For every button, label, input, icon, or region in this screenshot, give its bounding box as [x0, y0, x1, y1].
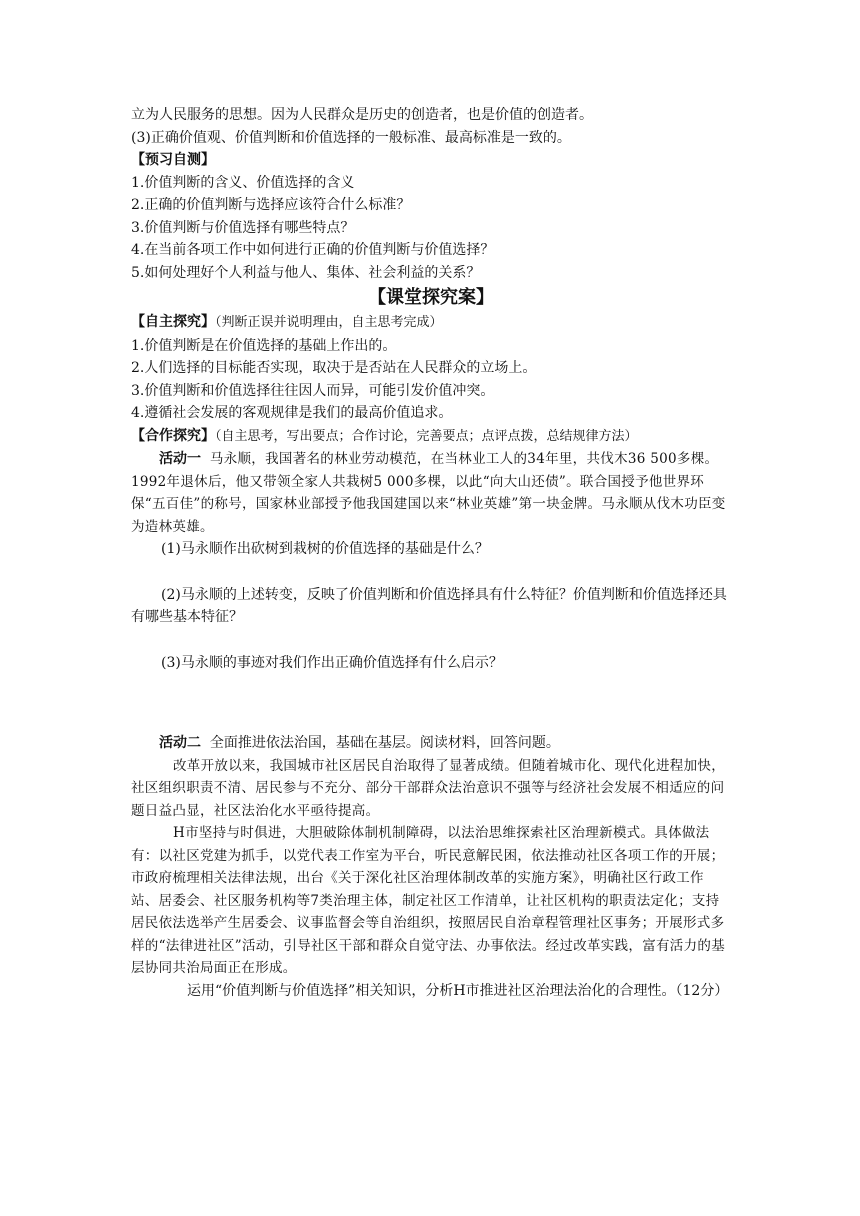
- activity2-intro-line: [131, 732, 731, 755]
- coop-explore-note: （自主思考，写出要点；合作讨论，完善要点；点评点拨，总结规律方法）: [215, 428, 638, 444]
- activity1-question-1: (1)马永顺作出砍树到栽树的价值选择的基础是什么？: [161, 541, 489, 557]
- classroom-title: 【课堂探究案】: [368, 287, 494, 308]
- self-explore-heading: 【自主探究】: [131, 314, 215, 330]
- self-explore-item: 2.人们选择的目标能否实现，取决于是否站在人民群众的立场上。: [131, 360, 537, 376]
- activity2-question: 运用“价值判断与价值选择”相关知识，分析H市推进社区治理法治化的合理性。（12分）: [187, 982, 729, 999]
- activity1-question-2: (2)马永顺的上述转变，反映了价值判断和价值选择具有什么特征？价值判断和价值选择还具有哪些基本特征？: [131, 586, 727, 625]
- answer-space: [131, 629, 731, 652]
- document-content: [131, 104, 731, 1002]
- self-explore-heading-line: [131, 311, 731, 335]
- preview-item: 4.在当前各项工作中如何进行正确的价值判断与价值选择？: [131, 242, 495, 258]
- coop-explore-heading-line: [131, 425, 731, 449]
- coop-explore-heading: 【合作探究】: [131, 427, 215, 444]
- activity2-label: 活动二: [159, 735, 201, 751]
- preview-item: 1.价值判断的含义、价值选择的含义: [131, 174, 355, 191]
- self-explore-item: 1.价值判断是在价值选择的基础上作出的。: [131, 337, 397, 354]
- answer-space: [131, 561, 731, 584]
- activity2-intro: 全面推进依法治国，基础在基层。阅读材料，回答问题。: [209, 735, 560, 751]
- activity2-material-paragraph-2: H市坚持与时俱进，大胆破除体制机制障碍，以法治思维探索社区治理新模式。具体做法有：以社区党建为抓手，以党代表工作室为平台，听民意解民困，依法推动社区各项工作的开展；市政府梳理相关法律法规，出台《关于深化社区治理体制改革的实施方案》，明确社区行政工作站、居委会、社区服务机构等7类治理主体，制定社区工作清单，让社区机构的职责法定化；支持居民依法选举产生居委会、议事监督会等自治组织，按照居民自治章程管理社区事务；开展形式多样的“法律进社区”活动，引导社区干部和群众自觉守法、办事依法。经过改革实践，富有活力的基层协同共治局面正在形成。: [131, 825, 726, 976]
- self-explore-note: （判断正误并说明理由，自主思考完成）: [215, 315, 443, 330]
- preview-item: 3.价值判断与价值选择有哪些特点？: [131, 219, 355, 236]
- preview-heading: 【预习自测】: [131, 152, 215, 168]
- activity1-label: 活动一: [159, 451, 201, 467]
- self-explore-item: 4.遵循社会发展的客观规律是我们的最高价值追求。: [131, 405, 453, 421]
- self-explore-item: 3.价值判断和价值选择往往因人而异，可能引发价值冲突。: [131, 382, 495, 399]
- answer-space: [131, 674, 731, 732]
- activity1-question-3: (3)马永顺的事迹对我们作出正确价值选择有什么启示？: [161, 654, 503, 671]
- activity1-paragraph: [131, 448, 731, 538]
- intro-line-2: (3)正确价值观、价值判断和价值选择的一般标准、最高标准是一致的。: [131, 129, 571, 146]
- activity2-material-paragraph-1: 改革开放以来，我国城市社区居民自治取得了显著成绩。但随着城市化、现代化进程加快，社区组织职责不清、居民参与不充分、部分干部群众法治意识不强等与经济社会发展不相适应的问题日益凸显，社区法治化水平亟待提高。: [131, 757, 725, 819]
- intro-line-1: 立为人民服务的思想。因为人民群众是历史的创造者，也是价值的创造者。: [131, 107, 593, 123]
- activity1-text: 马永顺，我国著名的林业劳动模范，在当林业工人的34年里，共伐木36 500多棵。1992年退休后，他又带领全家人共栽树5 000多棵，以此“向大山还债”。联合国授予他世界环保“五百佳”的称号，国家林业部授予他我国建国以来“林业英雄”第一块金牌。马永顺从伐木功臣变为造林英雄。: [131, 451, 726, 535]
- preview-item: 5.如何处理好个人利益与他人、集体、社会利益的关系？: [131, 264, 481, 281]
- preview-item: 2.正确的价值判断与选择应该符合什么标准？: [131, 197, 411, 213]
